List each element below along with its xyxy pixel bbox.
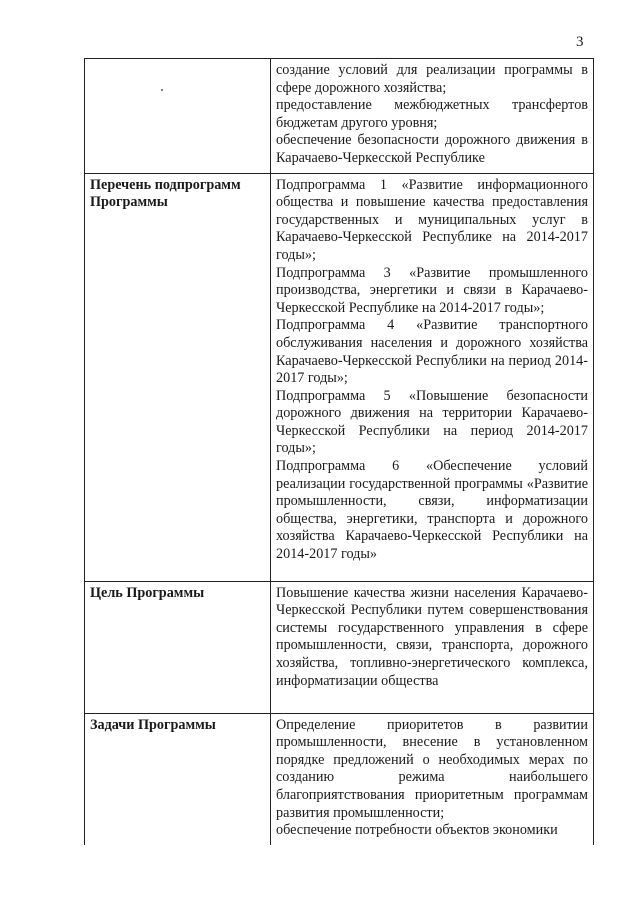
row-label-cell bbox=[85, 173, 271, 581]
row-content-cell bbox=[271, 713, 594, 845]
content-paragraph: Определение приоритетов в развитии промышленности, внесение в установленном порядке предложений о необходимых мерах по созданию режима наибольшего благоприятствования приоритетным программам развития промышленности; bbox=[276, 716, 588, 821]
row-label: Задачи Программы bbox=[90, 716, 216, 733]
row-label: Цель Программы bbox=[90, 584, 205, 601]
row-label: Перечень подпрограмм Программы bbox=[90, 176, 241, 211]
row-label-cell bbox=[85, 59, 271, 174]
content-paragraph: Подпрограмма 3 «Развитие промышленного производства, энергетики и связи в Карачаево-Черкесской Республике на 2014-2017 годы»; bbox=[276, 264, 588, 316]
content-paragraph: обеспечение потребности объектов экономики bbox=[276, 822, 558, 839]
content-paragraph: Подпрограмма 5 «Повышение безопасности дорожного движения на территории Карачаево-Черкесской Республики на период 2014-2017 годы»; bbox=[276, 387, 588, 457]
page-number: 3 bbox=[576, 34, 584, 50]
content-paragraph: Подпрограмма 1 «Развитие информационного общества и повышение качества предоставления государственных и муниципальных услуг в Карачаево-Черкесской Республике на 2014-2017 годы»; bbox=[276, 176, 588, 263]
content-paragraph: Подпрограмма 6 «Обеспечение условий реализации государственной программы «Развитие промышленности, связи, информатизации общества, энергетики, транспорта и дорожного хозяйства Карачаево-Черкесской Республики на 2014-2017 годы» bbox=[276, 458, 588, 563]
program-passport-table bbox=[84, 58, 594, 845]
row-label-cell bbox=[85, 713, 271, 845]
row-content-cell bbox=[271, 581, 594, 713]
content-paragraph: Подпрограмма 4 «Развитие транспортного обслуживания населения и дорожного хозяйства Карачаево-Черкесской Республики на период 2014-2017 годы»; bbox=[276, 317, 588, 387]
content-paragraph: обеспечение безопасности дорожного движения в Карачаево-Черкесской Республике bbox=[276, 132, 588, 166]
content-paragraph: предоставление межбюджетных трансфертов бюджетам другого уровня; bbox=[276, 97, 588, 131]
row-content-cell bbox=[271, 173, 594, 581]
table-row bbox=[85, 59, 594, 174]
content-paragraph: создание условий для реализации программы в сфере дорожного хозяйства; bbox=[276, 62, 588, 96]
table-row bbox=[85, 713, 594, 845]
row-content-cell bbox=[271, 59, 594, 174]
content-paragraph: Повышение качества жизни населения Карачаево-Черкесской Республики путем совершенствования системы государственного управления в сфере промышленности, связи, транспорта, дорожного хозяйства, топливно-энергетического комплекса, информатизации общества bbox=[276, 584, 588, 689]
row-label-cell bbox=[85, 581, 271, 713]
table-row bbox=[85, 581, 594, 713]
table-row bbox=[85, 173, 594, 581]
